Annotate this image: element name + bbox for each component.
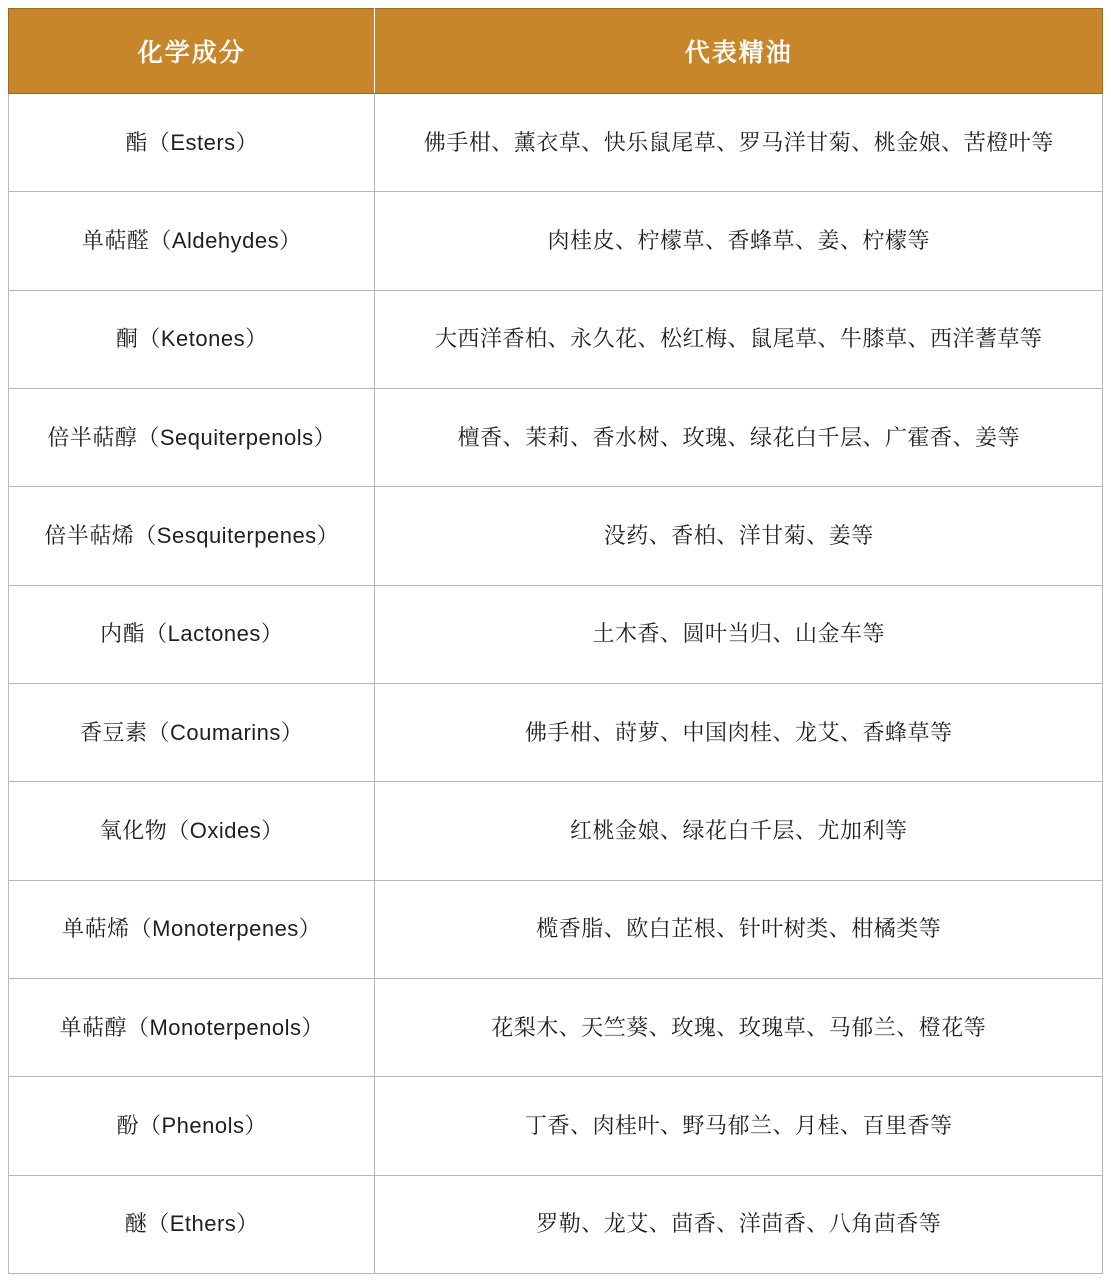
- cell-chemical-component: 酯（Esters）: [9, 94, 375, 192]
- table-row: [9, 1077, 1103, 1175]
- table-row: [9, 487, 1103, 585]
- cell-representative-oils: 红桃金娘、绿花白千层、尤加利等: [375, 782, 1103, 880]
- table-row: [9, 290, 1103, 388]
- table-row: [9, 585, 1103, 683]
- table-row: [9, 880, 1103, 978]
- table-header-row: [9, 9, 1103, 94]
- cell-representative-oils: 丁香、肉桂叶、野马郁兰、月桂、百里香等: [375, 1077, 1103, 1175]
- column-header-representative-oils: 代表精油: [375, 9, 1103, 94]
- cell-representative-oils: 肉桂皮、柠檬草、香蜂草、姜、柠檬等: [375, 192, 1103, 290]
- cell-chemical-component: 倍半萜醇（Sequiterpenols）: [9, 388, 375, 486]
- cell-representative-oils: 花梨木、天竺葵、玫瑰、玫瑰草、马郁兰、橙花等: [375, 978, 1103, 1076]
- cell-chemical-component: 内酯（Lactones）: [9, 585, 375, 683]
- table-row: [9, 782, 1103, 880]
- cell-chemical-component: 香豆素（Coumarins）: [9, 683, 375, 781]
- table-header: [9, 9, 1103, 94]
- chemical-components-table: [8, 8, 1103, 1274]
- cell-chemical-component: 单萜醇（Monoterpenols）: [9, 978, 375, 1076]
- cell-chemical-component: 单萜醛（Aldehydes）: [9, 192, 375, 290]
- cell-chemical-component: 单萜烯（Monoterpenes）: [9, 880, 375, 978]
- cell-chemical-component: 氧化物（Oxides）: [9, 782, 375, 880]
- cell-chemical-component: 酮（Ketones）: [9, 290, 375, 388]
- cell-representative-oils: 大西洋香柏、永久花、松红梅、鼠尾草、牛膝草、西洋蓍草等: [375, 290, 1103, 388]
- cell-chemical-component: 醚（Ethers）: [9, 1175, 375, 1273]
- cell-representative-oils: 榄香脂、欧白芷根、针叶树类、柑橘类等: [375, 880, 1103, 978]
- column-header-chemical-component: 化学成分: [9, 9, 375, 94]
- cell-chemical-component: 倍半萜烯（Sesquiterpenes）: [9, 487, 375, 585]
- table-body: [9, 94, 1103, 1274]
- cell-representative-oils: 檀香、茉莉、香水树、玫瑰、绿花白千层、广霍香、姜等: [375, 388, 1103, 486]
- table-row: [9, 94, 1103, 192]
- table-row: [9, 388, 1103, 486]
- cell-representative-oils: 没药、香柏、洋甘菊、姜等: [375, 487, 1103, 585]
- table-row: [9, 978, 1103, 1076]
- table-row: [9, 683, 1103, 781]
- table-row: [9, 192, 1103, 290]
- cell-chemical-component: 酚（Phenols）: [9, 1077, 375, 1175]
- cell-representative-oils: 土木香、圆叶当归、山金车等: [375, 585, 1103, 683]
- cell-representative-oils: 佛手柑、莳萝、中国肉桂、龙艾、香蜂草等: [375, 683, 1103, 781]
- cell-representative-oils: 罗勒、龙艾、茴香、洋茴香、八角茴香等: [375, 1175, 1103, 1273]
- table-row: [9, 1175, 1103, 1273]
- cell-representative-oils: 佛手柑、薰衣草、快乐鼠尾草、罗马洋甘菊、桃金娘、苦橙叶等: [375, 94, 1103, 192]
